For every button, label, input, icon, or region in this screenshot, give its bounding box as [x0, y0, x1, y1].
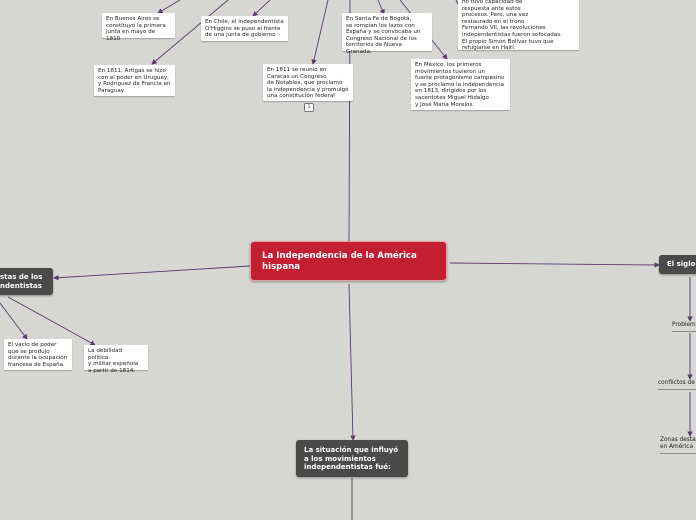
link-caracas: [313, 0, 328, 64]
note-caracas[interactable]: En 1811 se reunió en Caracas un Congreso de Notables, que proclamó la independencia y promulgó una constitución federal: [263, 64, 353, 101]
note-debilidad[interactable]: La debilidad política y militar española a partir de 1814.: [84, 345, 148, 370]
right-item-zonas[interactable]: Zonas desta en América: [660, 437, 696, 454]
note-chile[interactable]: En Chile, el independentista O'Higgins se puso al frente de una junta de gobierno: [201, 16, 288, 41]
central-topic[interactable]: La Independencia de la América hispana: [250, 241, 447, 281]
link-central-right: [450, 263, 659, 265]
note-artigas[interactable]: En 1811, Artigas se hizo con el poder en Uruguay, y Rodríguez de Francia en Paraguay: [94, 65, 175, 96]
note-bolivar[interactable]: no tuvo capacidad de respuesta ante estos procesos. Pero, una vez restaurado en el trono Fernando VII, las revoluciones independentistas fueron sofocadas. El propio Simón Bolívar tuvo que refugiarse en Haití.: [458, 0, 579, 50]
right-item-conflictos[interactable]: conflictos de: [658, 380, 696, 390]
right-item-problem[interactable]: Problem: [672, 322, 696, 332]
note-buenos-aires[interactable]: En Buenos Aires se constituyó la primera junta en mayo de 1810: [102, 13, 175, 38]
link-vacio: [0, 303, 27, 339]
link-central-left: [54, 266, 250, 278]
branch-right[interactable]: El siglo: [659, 255, 696, 274]
branch-bottom[interactable]: La situación que influyó a los movimientos independentistas fué:: [296, 440, 408, 477]
note-mexico[interactable]: En México, los primeros movimientos tuvieron un fuerte protagonismo campesino y se proclamó la independencia en 1813, dirigidos por los sacerdotes Miguel Hidalgo y José María Morelos.: [411, 59, 510, 110]
note-santa-fe[interactable]: En Santa Fe de Bogotá, se rompían los lazos con España y se convocaba un Congreso Nacional de los territorios de Nueva Granada.: [342, 13, 432, 51]
note-vacio[interactable]: El vacío de poder que se produjo durante la ocupación francesa de España.: [4, 339, 72, 370]
link-santa-fe: [378, 0, 384, 14]
link-buenos-aires: [158, 0, 180, 13]
link-central-bottom: [349, 284, 353, 440]
link-debilidad: [8, 297, 95, 345]
note-count-badge[interactable]: 1: [304, 103, 314, 112]
branch-left[interactable]: stas de los ndentistas: [0, 268, 53, 295]
link-chile: [253, 0, 270, 16]
